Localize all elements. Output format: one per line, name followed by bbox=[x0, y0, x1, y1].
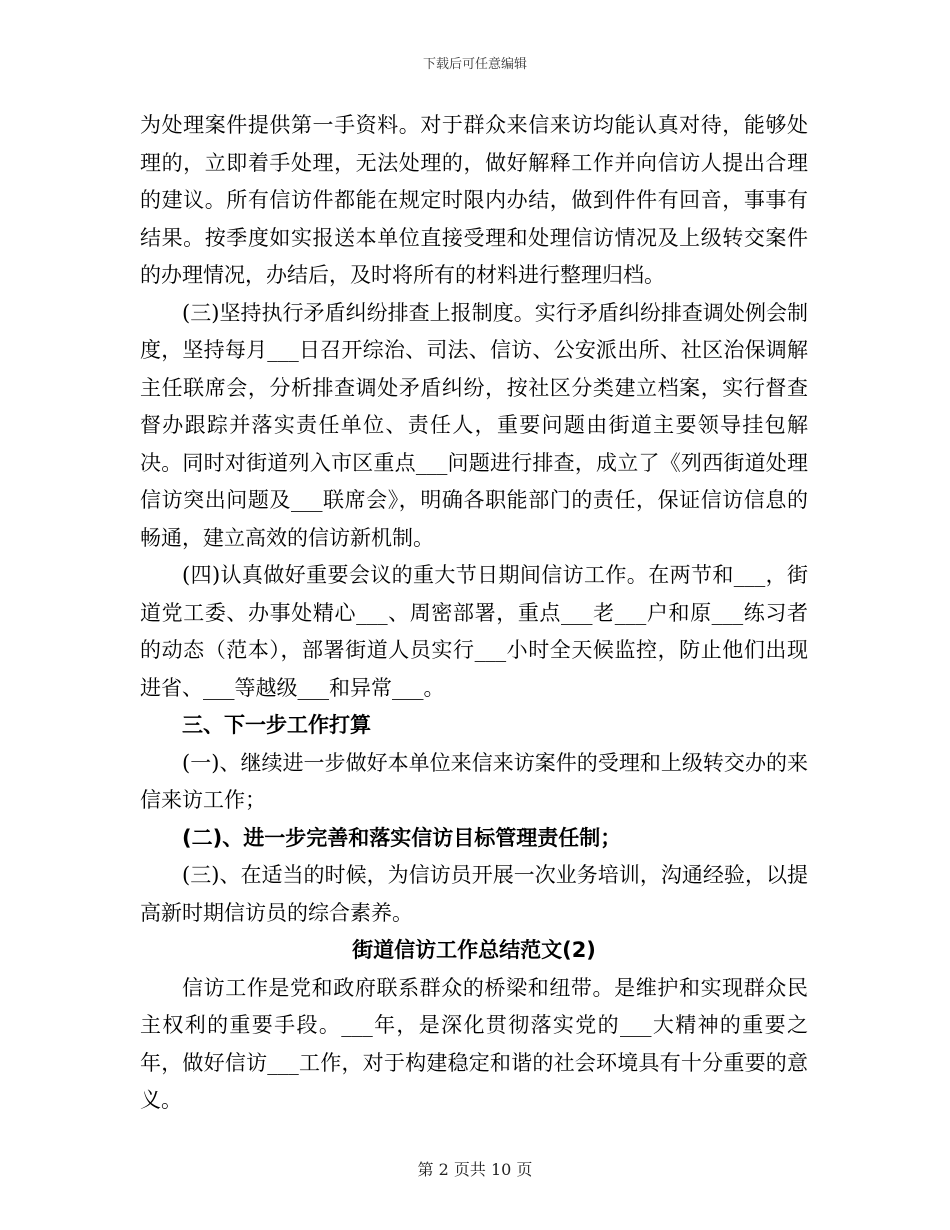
paragraph-next-step-2: (二)、进一步完善和落实信访目标管理责任制； bbox=[182, 825, 622, 850]
paragraph-intro-2: 信访工作是党和政府联系群众的桥梁和纽带。是维护和实现群众民主权利的重要手段。___年，是深化贯彻落实党的___大精神的重要之年，做好信访___工作，对于构建稳定和谐的社会环境具有十分重要的意义。 bbox=[140, 975, 808, 1112]
paragraph-next-step-3: (三)、在适当的时候，为信访员开展一次业务培训，沟通经验，以提高新时期信访员的综合素养。 bbox=[140, 863, 808, 925]
section-title: 街道信访工作总结范文(2) bbox=[352, 938, 596, 962]
page-header-note: 下载后可任意编辑 bbox=[422, 57, 527, 72]
heading-next-steps: 三、下一步工作打算 bbox=[182, 713, 371, 737]
page-number: 第 2 页共 10 页 bbox=[417, 1160, 533, 1179]
document-body bbox=[140, 107, 808, 1120]
paragraph-holiday-petition: (四)认真做好重要会议的重大节日期间信访工作。在两节和___，街道党工委、办事处精心___、周密部署，重点___老___户和原___练习者的动态（范本），部署街道人员实行___小时全天候监控，防止他们出现进省、___等越级___和异常___。 bbox=[140, 563, 808, 700]
paragraph-next-step-1: (一)、继续进一步做好本单位来信来访案件的受理和上级转交办的来信来访工作； bbox=[140, 750, 808, 812]
paragraph-dispute-reporting: (三)坚持执行矛盾纠纷排查上报制度。实行矛盾纠纷排查调处例会制度，坚持每月___日召开综治、司法、信访、公安派出所、社区治保调解主任联席会，分析排查调处矛盾纠纷，按社区分类建立档案，实行督查督办跟踪并落实责任单位、责任人，重要问题由街道主要领导挂包解决。同时对街道列入市区重点___问题进行排查，成立了《列西街道处理信访突出问题及___联席会》，明确各职能部门的责任，保证信访信息的畅通，建立高效的信访新机制。 bbox=[140, 300, 808, 550]
paragraph-case-handling: 为处理案件提供第一手资料。对于群众来信来访均能认真对待，能够处理的，立即着手处理，无法处理的，做好解释工作并向信访人提出合理的建议。所有信访件都能在规定时限内办结，做到件件有回音，事事有结果。按季度如实报送本单位直接受理和处理信访情况及上级转交案件的办理情况，办结后，及时将所有的材料进行整理归档。 bbox=[140, 113, 808, 287]
